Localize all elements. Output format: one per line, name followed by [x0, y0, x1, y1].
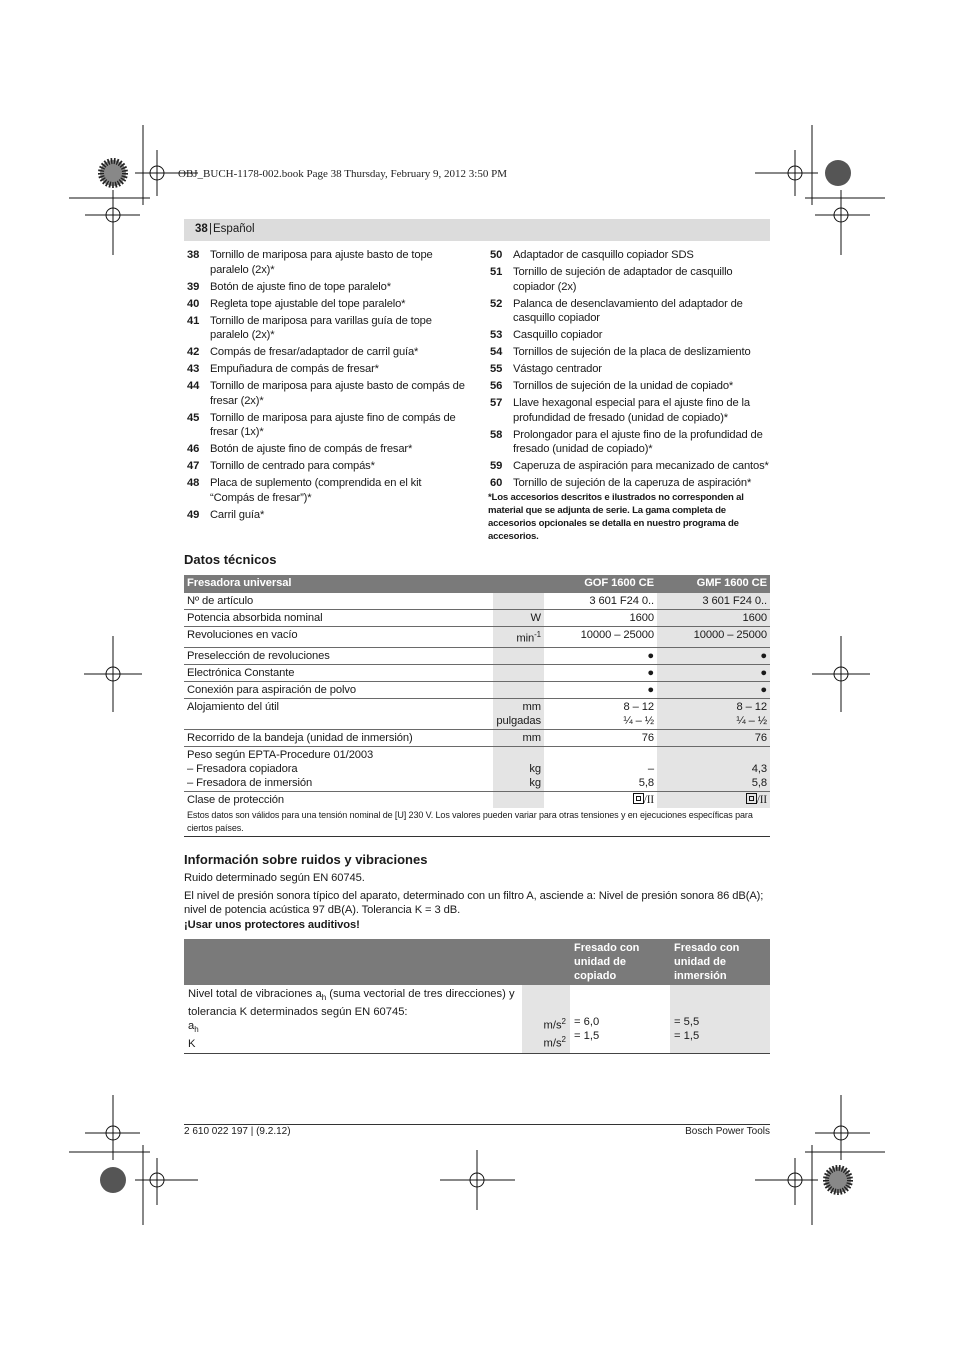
hearing-protection-warning: ¡Usar unos protectores auditivos!	[184, 919, 360, 931]
col-gof: GOF 1600 CE	[544, 575, 657, 593]
col-copying: Fresado con unidad de copiado	[570, 939, 670, 985]
item-number: 43	[187, 363, 200, 375]
item-number: 47	[187, 460, 200, 472]
item-text: Tornillo de sujeción de la caperuza de aspiración*	[513, 477, 752, 489]
table-row: Electrónica Constante ● ●	[184, 664, 770, 681]
list-item	[187, 314, 467, 343]
item-number: 51	[490, 266, 503, 278]
item-text: Tornillo de centrado para compás*	[210, 460, 375, 472]
list-item	[187, 411, 467, 440]
footer-brand: Bosch Power Tools	[685, 1126, 770, 1137]
list-item	[187, 297, 467, 312]
list-item	[490, 297, 770, 326]
list-item	[490, 396, 770, 425]
noise-heading: Información sobre ruidos y vibraciones	[184, 852, 428, 867]
item-text: Tornillos de sujeción de la placa de deslizamiento	[513, 346, 751, 358]
item-number: 59	[490, 460, 503, 472]
list-item	[187, 476, 467, 505]
table-row: Conexión para aspiración de polvo ● ●	[184, 681, 770, 698]
parts-list-right	[490, 248, 770, 493]
col-gmf: GMF 1600 CE	[657, 575, 770, 593]
item-text: Caperuza de aspiración para mecanizado de cantos*	[513, 460, 769, 472]
list-item	[187, 379, 467, 408]
item-text: Adaptador de casquillo copiador SDS	[513, 249, 694, 261]
table-row: Clase de protección /II /II	[184, 791, 770, 808]
item-text: Tornillo de mariposa para ajuste fino de compás de fresar (1x)*	[210, 411, 456, 438]
item-number: 46	[187, 443, 200, 455]
item-text: Empuñadura de compás de fresar*	[210, 363, 379, 375]
tech-data-heading: Datos técnicos	[184, 552, 277, 567]
item-number: 39	[187, 280, 200, 293]
item-text: Botón de ajuste fino de tope paralelo*	[210, 280, 391, 293]
item-number: 48	[187, 477, 200, 489]
table-row: Alojamiento del útil mm pulgadas 8 – 12 ¼ – ½ 8 – 12 ¼ – ½	[184, 698, 770, 729]
table-note-row: Estos datos son válidos para una tensión nominal de [U] 230 V. Los valores pueden variar para otras tensiones y en ejecuciones específicas para ciertos países.	[184, 808, 770, 837]
header-language: Español	[213, 223, 255, 235]
list-item	[490, 379, 770, 394]
item-number: 56	[490, 380, 503, 392]
double-insulation-icon	[746, 793, 757, 804]
item-number: 53	[490, 329, 503, 341]
list-item	[490, 362, 770, 377]
item-number: 42	[187, 346, 200, 358]
item-number: 45	[187, 411, 200, 424]
print-line: OBJ_BUCH-1178-002.book Page 38 Thursday, February 9, 2012 3:50 PM	[178, 168, 507, 180]
list-item	[187, 459, 467, 474]
list-item	[490, 459, 770, 474]
item-text: Carril guía*	[210, 508, 265, 521]
footer-rule	[184, 1124, 770, 1125]
table-row: Nivel total de vibraciones $a_h$ (suma vectorial de tres direcciones) y tolerancia K determinados según EN 60745: $a_h$ K $m/s^2$ $m/s^2$ = 6,0 = 1,5 = 5,5 = 1,5	[184, 985, 770, 1054]
item-text: Tornillo de mariposa para ajuste basto de tope paralelo (2x)*	[210, 249, 433, 276]
table-row: Revoluciones en vacío $\min^{-1}$ 10000 – 25000 10000 – 25000	[184, 627, 770, 648]
item-text: Tornillo de mariposa para ajuste basto de compás de fresar (2x)*	[210, 380, 465, 407]
noise-paragraph-1: Ruido determinado según EN 60745.	[184, 872, 365, 884]
list-item	[490, 248, 770, 263]
double-insulation-icon	[633, 793, 644, 804]
item-text: Vástago centrador	[513, 363, 602, 375]
item-text: Compás de fresar/adaptador de carril guía*	[210, 346, 419, 358]
list-item	[187, 280, 467, 295]
item-text: Tornillo de mariposa para varillas guía de tope paralelo (2x)*	[210, 314, 432, 341]
col-label: Fresadora universal	[184, 575, 493, 593]
item-text: Palanca de desenclavamiento del adaptador de casquillo copiador	[513, 297, 743, 324]
item-number: 49	[187, 508, 200, 521]
footer-doc-number: 2 610 022 197 | (9.2.12)	[184, 1126, 291, 1137]
list-item	[187, 508, 467, 523]
item-text: Placa de suplemento (comprendida en el kit “Compás de fresar”)*	[210, 477, 422, 504]
item-number: 41	[187, 314, 200, 327]
item-text: Llave hexagonal especial para el ajuste fino de la profundidad de fresado (unidad de copiado)*	[513, 397, 750, 424]
item-number: 40	[187, 297, 200, 310]
item-number: 55	[490, 363, 503, 375]
noise-paragraph-2: El nivel de presión sonora típico del aparato, determinado con un filtro A, asciende a: Nivel de presión sonora 86 dB(A); nivel de potencia acústica 97 dB(A). Tolerancia K = 3 dB.	[184, 890, 764, 916]
table-row: Peso según EPTA-Procedure 01/2003 – Fresadora copiadora – Fresadora de inmersión kg kg – 5,8 4,3 5,8	[184, 746, 770, 791]
item-text: Botón de ajuste fino de compás de fresar*	[210, 443, 413, 455]
item-text: Tornillos de sujeción de la unidad de copiado*	[513, 380, 734, 392]
item-number: 60	[490, 477, 503, 489]
parts-list-left	[187, 248, 467, 525]
item-number: 57	[490, 397, 503, 409]
item-number: 50	[490, 249, 503, 261]
list-item	[490, 328, 770, 343]
table-row: Nº de artículo 3 601 F24 0.. 3 601 F24 0..	[184, 593, 770, 610]
item-text: Tornillo de sujeción de adaptador de casquillo copiador (2x)	[513, 266, 733, 293]
item-text: Prolongador para el ajuste fino de la profundidad de fresado (unidad de copiado)*	[513, 428, 763, 455]
tech-header-row	[184, 575, 770, 593]
list-item	[187, 345, 467, 360]
list-item	[187, 442, 467, 457]
item-text: Casquillo copiador	[513, 329, 603, 341]
item-number: 44	[187, 380, 200, 392]
item-number: 52	[490, 297, 503, 310]
table-row: Potencia absorbida nominal W 1600 1600	[184, 610, 770, 627]
item-number: 54	[490, 346, 503, 358]
item-number: 38	[187, 249, 200, 261]
table-row: Preselección de revoluciones ● ●	[184, 647, 770, 664]
col-plunge: Fresado con unidad de inmersión	[670, 939, 770, 985]
accessories-footnote: *Los accesorios descritos e ilustrados no corresponden al material que se adjunta de serie. La gama completa de accesorios opcionales se detalla en nuestro programa de accesorios.	[488, 492, 744, 542]
tech-data-table	[184, 575, 770, 837]
list-item	[187, 362, 467, 377]
header-separator: |	[209, 223, 212, 235]
vibration-header-row	[184, 939, 770, 985]
page-number: 38	[195, 223, 208, 235]
list-item	[490, 476, 770, 491]
vibration-table	[184, 939, 770, 1054]
item-number: 58	[490, 428, 503, 441]
list-item	[490, 345, 770, 360]
list-item	[490, 265, 770, 294]
list-item	[490, 428, 770, 457]
table-row: Recorrido de la bandeja (unidad de inmersión) mm 76 76	[184, 729, 770, 746]
item-text: Regleta tope ajustable del tope paralelo*	[210, 297, 406, 310]
page-header	[184, 219, 770, 241]
list-item	[187, 248, 467, 277]
